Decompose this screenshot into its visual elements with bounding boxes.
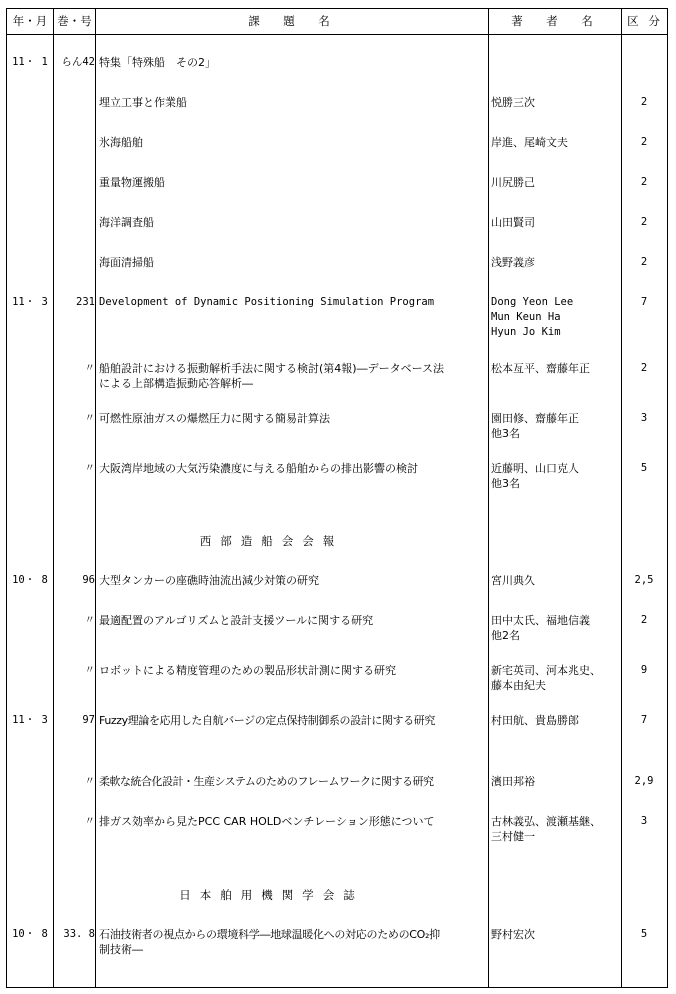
row-author: 濱田邦裕 (491, 775, 535, 788)
row-volume: 〃 (84, 614, 95, 626)
row-author: Mun Keun Ha (491, 311, 561, 323)
row-year-month: 11・ 1 (12, 56, 48, 68)
row-author: 岸進、尾崎文夫 (491, 136, 568, 149)
row-year-month: 11・ 3 (12, 714, 48, 726)
row-author: 近藤明、山口克人 (491, 462, 579, 475)
row-year-month: 10・ 8 (12, 928, 48, 940)
row-division: 2 (640, 136, 648, 148)
row-author: 野村宏次 (491, 928, 535, 941)
row-volume: 231 (76, 296, 95, 308)
row-author: 田中太氏、福地信義 (491, 614, 590, 627)
row-author: 山田賢司 (491, 216, 535, 229)
row-division: 3 (640, 815, 648, 827)
row-year-month: 10・ 8 (12, 574, 48, 586)
row-title: 大型タンカーの座礁時油流出減少対策の研究 (99, 574, 319, 587)
row-volume: 〃 (84, 462, 95, 474)
header-divider (6, 34, 668, 35)
row-title: 埋立工事と作業船 (99, 96, 187, 109)
row-author: 他2名 (491, 629, 520, 642)
row-title: 制技術― (99, 943, 143, 956)
row-title: 海面清掃船 (99, 256, 154, 269)
row-author: 他3名 (491, 427, 520, 440)
header-title: 課 題 名 (248, 14, 336, 28)
row-title: Development of Dynamic Positioning Simulation Program (99, 296, 435, 308)
row-author: 悦勝三次 (491, 96, 535, 109)
row-title: Fuzzy理論を応用した自航バージの定点保持制御系の設計に関する研究 (99, 714, 435, 727)
row-author: 村田航、貴島勝郎 (491, 714, 579, 727)
row-title: 重量物運搬船 (99, 176, 165, 189)
row-division: 7 (640, 296, 648, 308)
row-division: 2 (640, 96, 648, 108)
column-divider (53, 8, 54, 988)
row-volume: らん42 (61, 56, 95, 68)
row-title: による上部構造振動応答解析― (99, 377, 253, 390)
row-title: 最適配置のアルゴリズムと設計支援ツールに関する研究 (99, 614, 374, 627)
row-division: 3 (640, 412, 648, 424)
header-volume-no: 巻・号 (57, 14, 92, 28)
row-author: 古林義弘、渡瀬基継、 (491, 815, 601, 828)
column-divider (488, 8, 489, 988)
header-year-month: 年・月 (12, 14, 48, 28)
row-volume: 〃 (84, 412, 95, 424)
row-volume: 33. 8 (63, 928, 95, 940)
row-division: 2 (640, 362, 648, 374)
row-division: 2 (640, 176, 648, 188)
row-title: 可燃性原油ガスの爆燃圧力に関する簡易計算法 (99, 412, 330, 425)
row-title: 柔軟な統合化設計・生産システムのためのフレームワークに関する研究 (99, 775, 434, 788)
row-author: Hyun Jo Kim (491, 326, 561, 338)
row-author: 他3名 (491, 477, 520, 490)
row-division: 2 (640, 256, 648, 268)
row-volume: 〃 (84, 664, 95, 676)
row-title: 船舶設計における振動解析手法に関する検討(第4報)―データベース法 (99, 362, 445, 375)
row-division: 2,9 (634, 775, 654, 787)
row-title: 特集「特殊船 その2」 (99, 56, 216, 69)
row-division: 2 (640, 216, 648, 228)
row-volume: 〃 (84, 815, 95, 827)
row-title: 大阪湾岸地域の大気汚染濃度に与える船舶からの排出影響の検討 (99, 462, 418, 475)
section-heading-seibu: 西部造船会会報 (199, 534, 344, 548)
row-title: 海洋調査船 (99, 216, 154, 229)
row-volume: 〃 (84, 775, 95, 787)
row-author: 宮川典久 (491, 574, 535, 587)
row-author: 園田修、齋藤年正 (491, 412, 579, 425)
row-volume: 96 (82, 574, 95, 586)
row-division: 7 (640, 714, 648, 726)
header-author: 著 者 名 (511, 14, 599, 28)
row-author: 新宅英司、河本兆史、 (491, 664, 601, 677)
row-title: 氷海船舶 (99, 136, 143, 149)
row-division: 9 (640, 664, 648, 676)
row-author: 川尻勝己 (491, 176, 535, 189)
row-title: 排ガス効率から見たPCC CAR HOLDベンチレーション形態について (99, 815, 435, 828)
row-volume: 〃 (84, 362, 95, 374)
column-divider (95, 8, 96, 988)
row-division: 2,5 (634, 574, 654, 586)
row-author: 藤本由紀夫 (491, 679, 546, 692)
section-heading-marine-engineering: 日本舶用機関学会誌 (179, 888, 364, 902)
row-title: 石油技術者の視点からの環境科学―地球温暖化への対応のためのCO₂抑 (99, 928, 440, 941)
row-title: ロボットによる精度管理のための製品形状計測に関する研究 (99, 664, 396, 677)
row-author: Dong Yeon Lee (491, 296, 574, 308)
header-division: 区 分 (627, 14, 663, 28)
row-year-month: 11・ 3 (12, 296, 48, 308)
row-author: 三村健一 (491, 830, 535, 843)
row-volume: 97 (82, 714, 95, 726)
row-author: 浅野義彦 (491, 256, 535, 269)
row-division: 2 (640, 614, 648, 626)
row-author: 松本亙平、齋藤年正 (491, 362, 590, 375)
row-division: 5 (640, 462, 648, 474)
row-division: 5 (640, 928, 648, 940)
